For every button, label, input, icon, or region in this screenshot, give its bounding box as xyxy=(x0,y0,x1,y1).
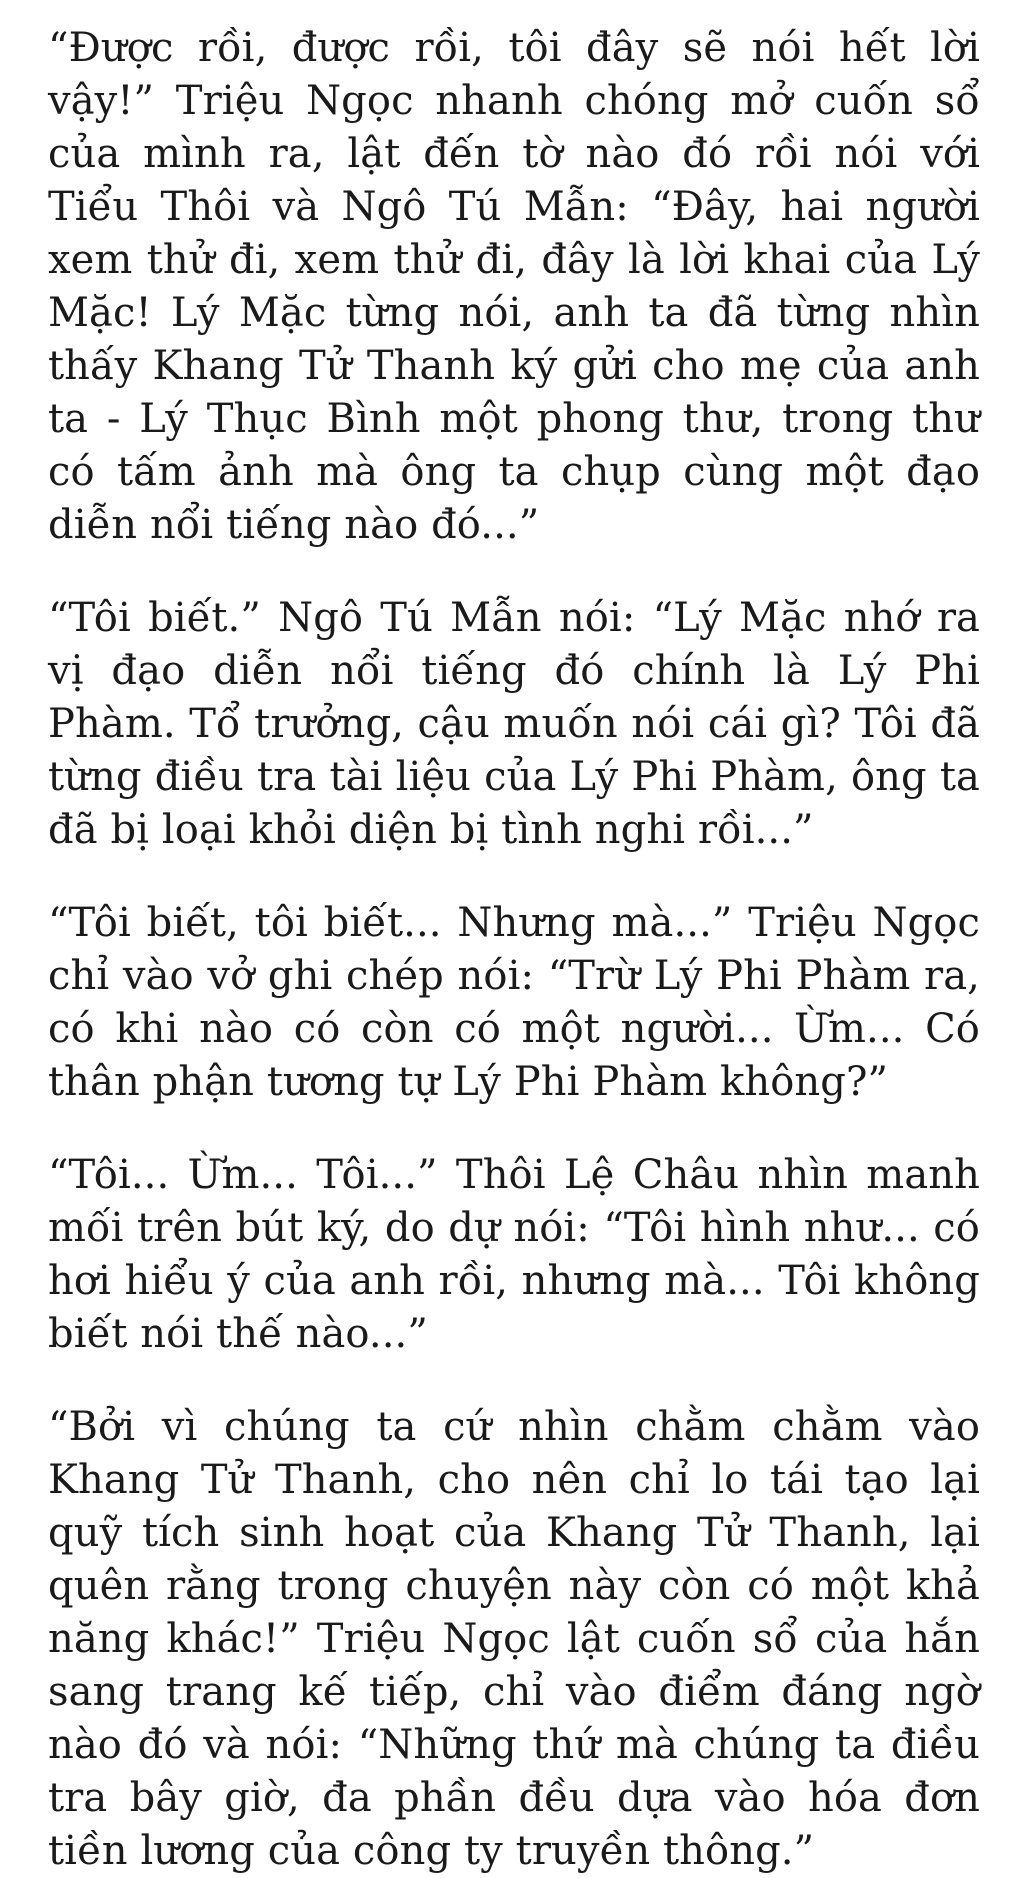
paragraph: “Tôi biết, tôi biết... Nhưng mà...” Triệu Ngọc chỉ vào vở ghi chép nói: “Trừ Lý Phi Phàm ra, có khi nào có còn có một người... Ừm... Có thân phận tương tự Lý Phi Phàm không?” xyxy=(48,900,980,1105)
paragraph: “Tôi biết.” Ngô Tú Mẫn nói: “Lý Mặc nhớ ra vị đạo diễn nổi tiếng đó chính là Lý Phi Phàm. Tổ trưởng, cậu muốn nói cái gì? Tôi đã từng điều tra tài liệu của Lý Phi Phàm, ông ta đã bị loại khỏi diện bị tình nghi rồi...” xyxy=(48,595,980,853)
paragraph: “Bởi vì chúng ta cứ nhìn chằm chằm vào Khang Tử Thanh, cho nên chỉ lo tái tạo lại quỹ tích sinh hoạt của Khang Tử Thanh, lại quên rằng trong chuyện này còn có một khả năng khác!” Triệu Ngọc lật cuốn sổ của hắn sang trang kế tiếp, chỉ vào điểm đáng ngờ nào đó và nói: “Những thứ mà chúng ta điều tra bây giờ, đa phần đều dựa vào hóa đơn tiền lương của công ty truyền thông.” xyxy=(48,1404,980,1874)
paragraph: “Được rồi, được rồi, tôi đây sẽ nói hết lời vậy!” Triệu Ngọc nhanh chóng mở cuốn sổ của mình ra, lật đến tờ nào đó rồi nói với Tiểu Thôi và Ngô Tú Mẫn: “Đây, hai người xem thử đi, xem thử đi, đây là lời khai của Lý Mặc! Lý Mặc từng nói, anh ta đã từng nhìn thấy Khang Tử Thanh ký gửi cho mẹ của anh ta - Lý Thục Bình một phong thư, trong thư có tấm ảnh mà ông ta chụp cùng một đạo diễn nổi tiếng nào đó...” xyxy=(48,25,980,548)
paragraph: “Tôi... Ừm... Tôi...” Thôi Lệ Châu nhìn manh mối trên bút ký, do dự nói: “Tôi hình như... có hơi hiểu ý của anh rồi, nhưng mà... Tôi không biết nói thế nào...” xyxy=(48,1152,980,1357)
